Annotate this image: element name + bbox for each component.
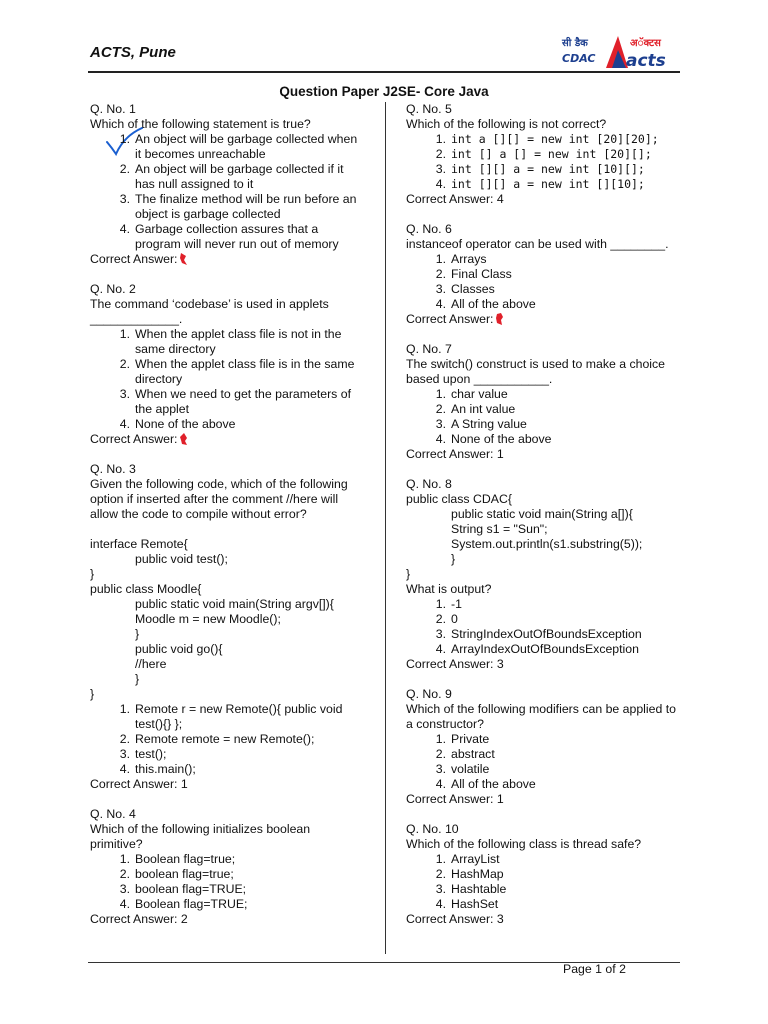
code-line: } <box>135 672 140 686</box>
option-list <box>406 597 682 657</box>
header-title: ACTS, Pune <box>90 44 176 61</box>
question-number: Q. No. 7 <box>406 342 452 356</box>
column-divider <box>385 102 386 954</box>
option-item: 3. Hashtable <box>435 882 507 896</box>
option-item: 2. abstract <box>435 747 495 761</box>
left-column <box>90 102 366 942</box>
red-ink-mark-icon <box>495 312 504 326</box>
code-line: } <box>90 687 95 701</box>
question-number: Q. No. 4 <box>90 807 136 821</box>
option-list <box>406 732 682 792</box>
correct-answer: Correct Answer: 1 <box>406 792 504 806</box>
option-list <box>406 387 682 447</box>
question-text: Given the following code, which of the following option if inserted after the comment //here will allow the code to compile without error? <box>90 477 352 521</box>
question-7 <box>406 342 682 462</box>
option-list <box>90 327 366 432</box>
question-number: Q. No. 3 <box>90 462 136 476</box>
option-item: 3. volatile <box>435 762 490 776</box>
option-item: 2. int [] a [] = new int [20][]; <box>435 147 652 161</box>
option-item: 3. A String value <box>435 417 527 431</box>
correct-answer: Correct Answer: 3 <box>406 657 504 671</box>
option-item: 2. An int value <box>435 402 516 416</box>
question-4 <box>90 807 366 927</box>
logo-text-acts: acts <box>626 51 666 71</box>
question-subtext: What is output? <box>406 582 492 596</box>
question-text: Which of the following initializes boolean primitive? <box>90 822 314 851</box>
question-8 <box>406 477 682 672</box>
correct-answer: Correct Answer: <box>406 312 682 327</box>
option-item: 2. 0 <box>435 612 458 626</box>
question-5 <box>406 102 682 207</box>
option-item: 4. HashSet <box>435 897 499 911</box>
correct-answer: Correct Answer: 1 <box>90 777 188 791</box>
option-item: 1. Arrays <box>435 252 487 266</box>
option-item: 4. Boolean flag=TRUE; <box>119 897 248 911</box>
option-item: 1. -1 <box>435 597 462 611</box>
option-list <box>406 132 682 192</box>
code-line: //here <box>135 657 167 671</box>
option-item: 4. All of the above <box>435 297 536 311</box>
question-text: Which of the following modifiers can be applied to a constructor? <box>406 702 680 731</box>
option-item: 4. int [][] a = new int [][10]; <box>435 177 645 191</box>
option-item: 1. Boolean flag=true; <box>119 852 236 866</box>
question-text: The command ‘codebase’ is used in applets _____________. <box>90 297 333 326</box>
question-10 <box>406 822 682 927</box>
code-line: String s1 = "Sun"; <box>451 522 548 536</box>
question-2 <box>90 282 366 447</box>
correct-answer: Correct Answer: 1 <box>406 447 504 461</box>
option-item: 3. int [][] a = new int [10][]; <box>435 162 645 176</box>
correct-answer: Correct Answer: 4 <box>406 192 504 206</box>
question-1 <box>90 102 366 267</box>
code-block <box>406 507 682 582</box>
code-line: public static void main(String a[]){ <box>451 507 633 521</box>
option-item: 4. ArrayIndexOutOfBoundsException <box>435 642 639 656</box>
code-block <box>90 537 366 702</box>
question-number: Q. No. 9 <box>406 687 452 701</box>
red-ink-mark-icon <box>179 432 188 446</box>
option-item: 1. Remote r = new Remote(){ public void test(){} }; <box>119 702 343 731</box>
correct-answer: Correct Answer: 2 <box>90 912 188 926</box>
option-item: 4. All of the above <box>435 777 536 791</box>
code-line: } <box>90 567 95 581</box>
question-number: Q. No. 5 <box>406 102 452 116</box>
logo-text-cdac: CDAC <box>562 52 596 65</box>
question-number: Q. No. 6 <box>406 222 452 236</box>
option-item: 3. test(); <box>119 747 167 761</box>
correct-answer: Correct Answer: <box>90 432 366 447</box>
option-item: 2. When the applet class file is in the same directory <box>119 357 355 386</box>
question-6 <box>406 222 682 327</box>
option-list <box>90 702 366 777</box>
red-ink-mark-icon <box>179 252 188 266</box>
option-item: 3. Classes <box>435 282 495 296</box>
question-text: Which of the following is not correct? <box>406 117 607 131</box>
code-line: } <box>135 627 140 641</box>
code-line: public void go(){ <box>135 642 223 656</box>
option-item: 3. StringIndexOutOfBoundsException <box>435 627 642 641</box>
option-item: 1. An object will be garbage collected when it becomes unreachable <box>119 132 358 161</box>
cdac-acts-logo <box>556 32 682 72</box>
question-text: Which of the following statement is true? <box>90 117 311 131</box>
question-number: Q. No. 8 <box>406 477 452 491</box>
option-item: 4. None of the above <box>435 432 552 446</box>
option-item: 1. char value <box>435 387 508 401</box>
correct-answer: Correct Answer: 3 <box>406 912 504 926</box>
option-item: 1. ArrayList <box>435 852 500 866</box>
code-line: interface Remote{ <box>90 537 188 551</box>
question-3 <box>90 462 366 792</box>
option-item: 3. boolean flag=TRUE; <box>119 882 247 896</box>
logo-text-hindi-1: सी डैक <box>562 38 588 49</box>
question-text: public class CDAC{ <box>406 492 512 506</box>
option-item: 3. When we need to get the parameters of the applet <box>119 387 352 416</box>
question-number: Q. No. 2 <box>90 282 136 296</box>
option-item: 2. Final Class <box>435 267 512 281</box>
question-number: Q. No. 10 <box>406 822 459 836</box>
option-item: 2. boolean flag=true; <box>119 867 234 881</box>
option-item: 2. HashMap <box>435 867 504 881</box>
question-text: Which of the following class is thread safe? <box>406 837 642 851</box>
code-line: } <box>406 567 411 581</box>
right-column <box>406 102 682 942</box>
option-item: 4. this.main(); <box>119 762 196 776</box>
question-9 <box>406 687 682 807</box>
option-item: 2. Remote remote = new Remote(); <box>119 732 315 746</box>
option-item: 4. None of the above <box>119 417 236 431</box>
code-line: } <box>451 552 456 566</box>
header-rule <box>88 71 680 73</box>
option-list <box>90 132 366 252</box>
logo-text-hindi-2: अॅक्टस <box>630 38 661 49</box>
option-list <box>90 852 366 912</box>
option-item: 4. Garbage collection assures that a program will never run out of memory <box>119 222 339 251</box>
option-item: 1. Private <box>435 732 490 746</box>
correct-answer: Correct Answer: <box>90 252 366 267</box>
question-text: The switch() construct is used to make a choice based upon ___________. <box>406 357 669 386</box>
question-number: Q. No. 1 <box>90 102 136 116</box>
question-text: instanceof operator can be used with ________. <box>406 237 669 251</box>
document-title: Question Paper J2SE- Core Java <box>279 84 489 99</box>
code-line: public class Moodle{ <box>90 582 202 596</box>
page-number: Page 1 of 2 <box>563 962 626 976</box>
code-line: Moodle m = new Moodle(); <box>135 612 281 626</box>
option-item: 2. An object will be garbage collected if it has null assigned to it <box>119 162 344 191</box>
option-list <box>406 852 682 912</box>
code-line: public void test(); <box>135 552 228 566</box>
option-list <box>406 252 682 312</box>
code-line: System.out.println(s1.substring(5)); <box>451 537 643 551</box>
option-item: 1. int a [][] = new int [20][20]; <box>435 132 659 146</box>
code-line: public static void main(String argv[]){ <box>135 597 334 611</box>
option-item: 1. When the applet class file is not in the same directory <box>119 327 342 356</box>
option-item: 3. The finalize method will be run before an object is garbage collected <box>119 192 357 221</box>
